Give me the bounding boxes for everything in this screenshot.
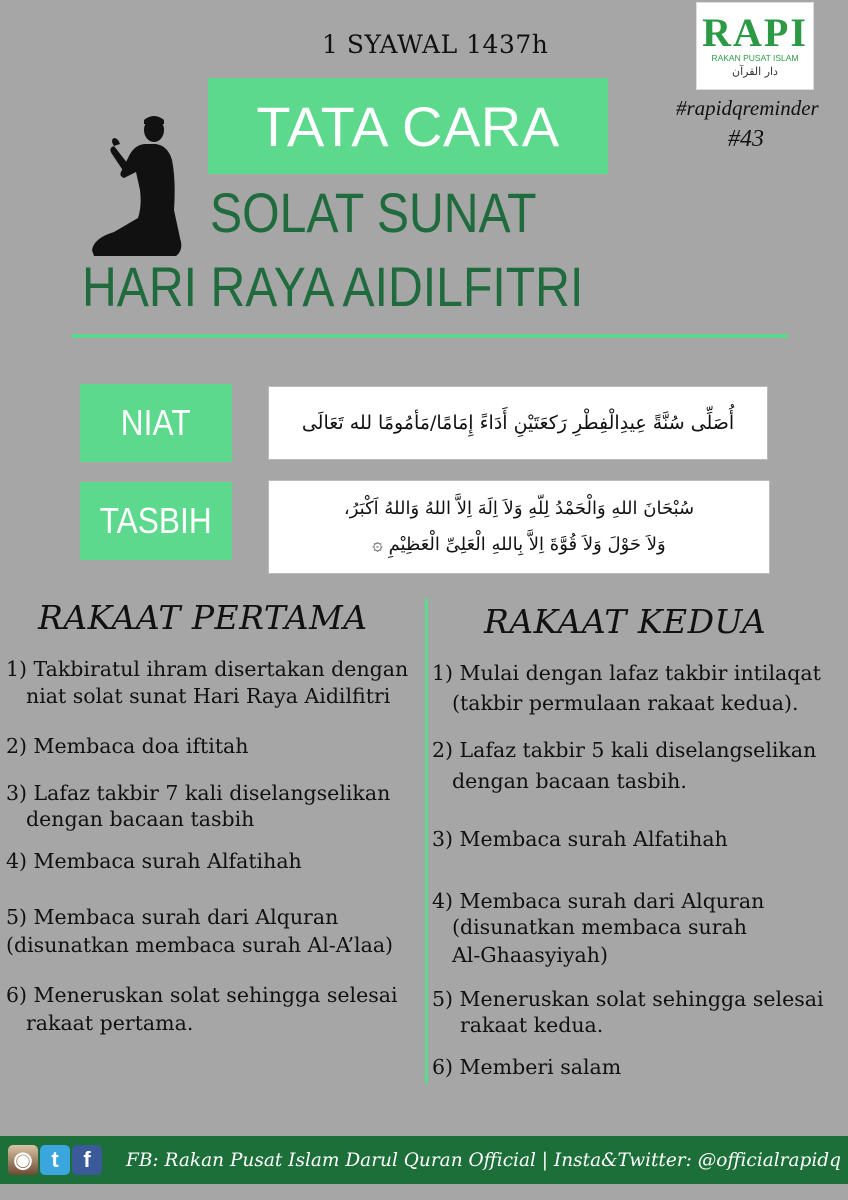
tasbih-label-box [80,482,232,560]
footer-bar [0,1136,848,1184]
title-box-text: TATA CARA [256,94,560,158]
pertama-line: 1) Takbiratul ihram disertakan dengan [6,657,409,681]
niat-label-box [80,384,232,462]
pertama-line: rakaat pertama. [26,1011,194,1035]
rakaat-pertama-heading: RAKAAT PERTAMA [38,598,368,637]
niat-arabic-box [268,386,768,460]
kedua-line: 5) Meneruskan solat sehingga selesai [432,987,824,1011]
instagram-icon[interactable]: ◉ [8,1145,38,1175]
kedua-line: 3) Membaca surah Alfatihah [432,827,728,851]
social-icons [8,1145,102,1175]
logo-subtitle: RAKAN PUSAT ISLAM [711,52,799,63]
tasbih-arabic-line-1: سُبْحَانَ اللهِ وَالْحَمْدُ لِلّهِ وَلاَ اِلَهَ اِلاَّ اللهُ وَاللهُ اَكْبَرُ، [343,498,695,519]
column-divider [425,598,428,1084]
title-line-1: SOLAT SUNAT [210,181,537,244]
praying-person-icon [84,110,188,260]
pertama-line: 4) Membaca surah Alfatihah [6,849,302,873]
kedua-line: rakaat kedua. [460,1013,604,1037]
rakaat-kedua-heading: RAKAAT KEDUA [484,602,767,641]
title-divider [72,334,788,338]
rapi-logo [696,2,814,90]
pertama-line: 6) Meneruskan solat sehingga selesai [6,983,398,1007]
title-box [208,78,608,174]
logo-mark: RAPI [702,9,808,55]
twitter-icon[interactable]: t [40,1145,70,1175]
kedua-line: (takbir permulaan rakaat kedua). [452,691,799,715]
tasbih-label: TASBIH [99,500,213,541]
pertama-line: dengan bacaan tasbih [26,807,255,831]
tasbih-arabic-line-2: وَلاَ حَوْلَ وَلاَ قُوَّةَ اِلاَّ بِاللهِ الْعَلِىِّ الْعَظِيْمِ ۞ [372,534,666,555]
hashtag-text: #rapidqreminder [676,96,819,120]
kedua-line: 1) Mulai dengan lafaz takbir intilaqat [432,661,821,685]
pertama-line: 5) Membaca surah dari Alquran [6,905,339,929]
title-line-2: HARI RAYA AIDILFITRI [82,255,584,318]
niat-label: NIAT [121,402,191,443]
pertama-line: niat solat sunat Hari Raya Aidilfitri [26,684,391,708]
kedua-line: (disunatkan membaca surah [452,915,747,939]
date-text: 1 SYAWAL 1437h [322,30,549,59]
logo-arabic: دار القرآن [732,64,778,78]
hashtag-number: #43 [728,126,764,152]
facebook-icon[interactable]: f [72,1145,102,1175]
kedua-line: 4) Membaca surah dari Alquran [432,889,765,913]
kedua-line: dengan bacaan tasbih. [452,769,687,793]
pertama-line: (disunatkan membaca surah Al-A’laa) [6,933,394,957]
pertama-line: 3) Lafaz takbir 7 kali diselangselikan [6,781,391,805]
kedua-line: 2) Lafaz takbir 5 kali diselangselikan [432,738,817,762]
footer-text: FB: Rakan Pusat Islam Darul Quran Official | Insta&Twitter: @officialrapidq [126,1149,841,1171]
tasbih-arabic-box [268,480,770,574]
kedua-line: 6) Memberi salam [432,1055,622,1079]
kedua-line: Al-Ghaasyiyah) [452,943,608,967]
niat-arabic-text: أُصَلِّى سُنَّةً عِيدِالْفِطْرِ رَكعَتَيْنِ أَدَاءً إِمَامًا/مَأمُومًا لله تَعَالَى [301,412,735,434]
pertama-line: 2) Membaca doa iftitah [6,734,249,758]
